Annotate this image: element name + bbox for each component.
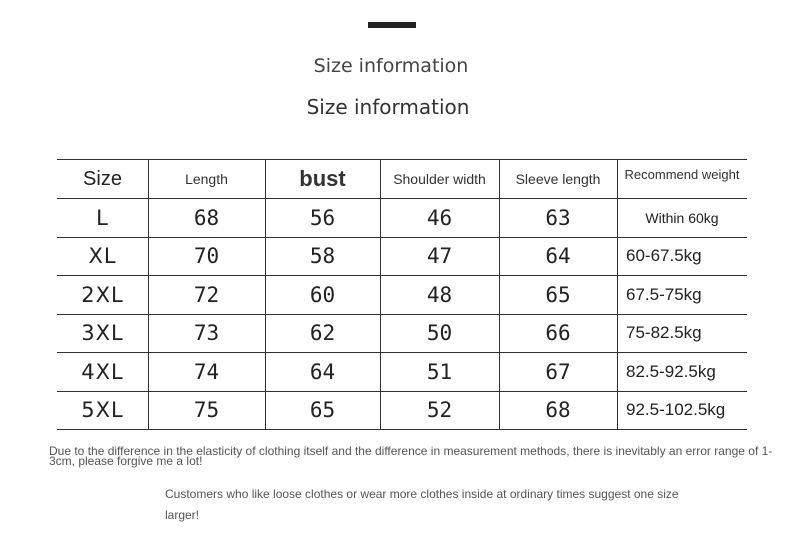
column-divider — [380, 199, 381, 237]
column-divider — [148, 160, 149, 198]
column-divider — [265, 199, 266, 237]
column-divider — [265, 238, 266, 276]
shoulder-value: 50 — [426, 321, 453, 346]
column-divider — [148, 392, 149, 430]
column-divider — [380, 353, 381, 391]
column-divider — [265, 353, 266, 391]
bust-value: 58 — [309, 244, 336, 269]
length-value: 68 — [193, 205, 220, 230]
header-shoulder-width: Shoulder width — [393, 171, 486, 187]
header-sleeve-length: Sleeve length — [515, 171, 601, 187]
column-divider — [617, 276, 618, 314]
weight-value: Within 60kg — [645, 209, 719, 226]
column-divider — [499, 392, 500, 430]
table-row — [57, 353, 747, 392]
shoulder-value: 51 — [426, 359, 453, 384]
shoulder-value: 48 — [426, 282, 453, 307]
sleeve-value: 67 — [545, 359, 571, 384]
column-divider — [617, 238, 618, 276]
fit-suggestion-note: Customers who like loose clothes or wear more clothes inside at ordinary times suggest one size larger! — [165, 487, 679, 522]
column-divider — [380, 276, 381, 314]
bust-value: 56 — [309, 205, 336, 230]
column-divider — [148, 276, 149, 314]
column-divider — [265, 392, 266, 430]
header-recommend-weight: Recommend weight — [624, 167, 740, 182]
size-label: 2XL — [81, 282, 124, 307]
column-divider — [265, 315, 266, 353]
size-label: XL — [88, 244, 117, 269]
page-title: Size information — [313, 55, 469, 77]
shoulder-value: 47 — [426, 244, 453, 269]
weight-value: 60-67.5kg — [626, 246, 702, 266]
length-value: 70 — [193, 244, 220, 269]
column-divider — [380, 160, 381, 198]
column-divider — [499, 238, 500, 276]
column-divider — [380, 315, 381, 353]
shoulder-value: 52 — [426, 398, 453, 423]
length-value: 72 — [193, 282, 220, 307]
bust-value: 64 — [309, 359, 336, 384]
sleeve-value: 63 — [545, 205, 571, 230]
table-header-row — [57, 159, 747, 199]
column-divider — [617, 392, 618, 430]
column-divider — [148, 238, 149, 276]
header-size: Size — [83, 167, 122, 190]
page-subtitle: Size information — [306, 95, 470, 119]
length-value: 75 — [193, 398, 220, 423]
column-divider — [499, 276, 500, 314]
bust-value: 62 — [309, 321, 336, 346]
measurement-error-note: Due to the difference in the elasticity of clothing itself and the difference in measurement methods, there is inevitably an error range of 1-3cm, please forgive me a lot! — [49, 444, 773, 468]
column-divider — [617, 199, 618, 237]
column-divider — [499, 160, 500, 198]
table-row — [57, 238, 747, 277]
column-divider — [380, 392, 381, 430]
length-value: 74 — [193, 359, 220, 384]
column-divider — [499, 199, 500, 237]
size-label: L — [96, 205, 109, 230]
sleeve-value: 68 — [545, 398, 571, 423]
table-row — [57, 315, 747, 354]
column-divider — [617, 315, 618, 353]
size-label: 4XL — [81, 359, 124, 384]
header-bust: bust — [299, 166, 346, 191]
sleeve-value: 65 — [545, 282, 571, 307]
column-divider — [265, 160, 266, 198]
weight-value: 67.5-75kg — [626, 284, 702, 304]
shoulder-value: 46 — [426, 205, 453, 230]
column-divider — [265, 276, 266, 314]
top-divider-bar — [368, 22, 416, 28]
table-row — [57, 276, 747, 315]
size-label: 3XL — [81, 321, 124, 346]
sleeve-value: 66 — [545, 321, 571, 346]
bust-value: 65 — [309, 398, 336, 423]
column-divider — [148, 199, 149, 237]
sleeve-value: 64 — [545, 244, 571, 269]
size-table — [57, 159, 747, 430]
column-divider — [148, 353, 149, 391]
header-length: Length — [185, 171, 228, 187]
table-row — [57, 392, 747, 431]
column-divider — [499, 353, 500, 391]
column-divider — [499, 315, 500, 353]
table-row — [57, 199, 747, 238]
length-value: 73 — [193, 321, 220, 346]
weight-value: 82.5-92.5kg — [626, 361, 716, 381]
column-divider — [617, 160, 618, 198]
size-label: 5XL — [81, 398, 124, 423]
weight-value: 92.5-102.5kg — [626, 400, 726, 420]
column-divider — [617, 353, 618, 391]
column-divider — [380, 238, 381, 276]
bust-value: 60 — [309, 282, 336, 307]
weight-value: 75-82.5kg — [626, 323, 702, 343]
column-divider — [148, 315, 149, 353]
